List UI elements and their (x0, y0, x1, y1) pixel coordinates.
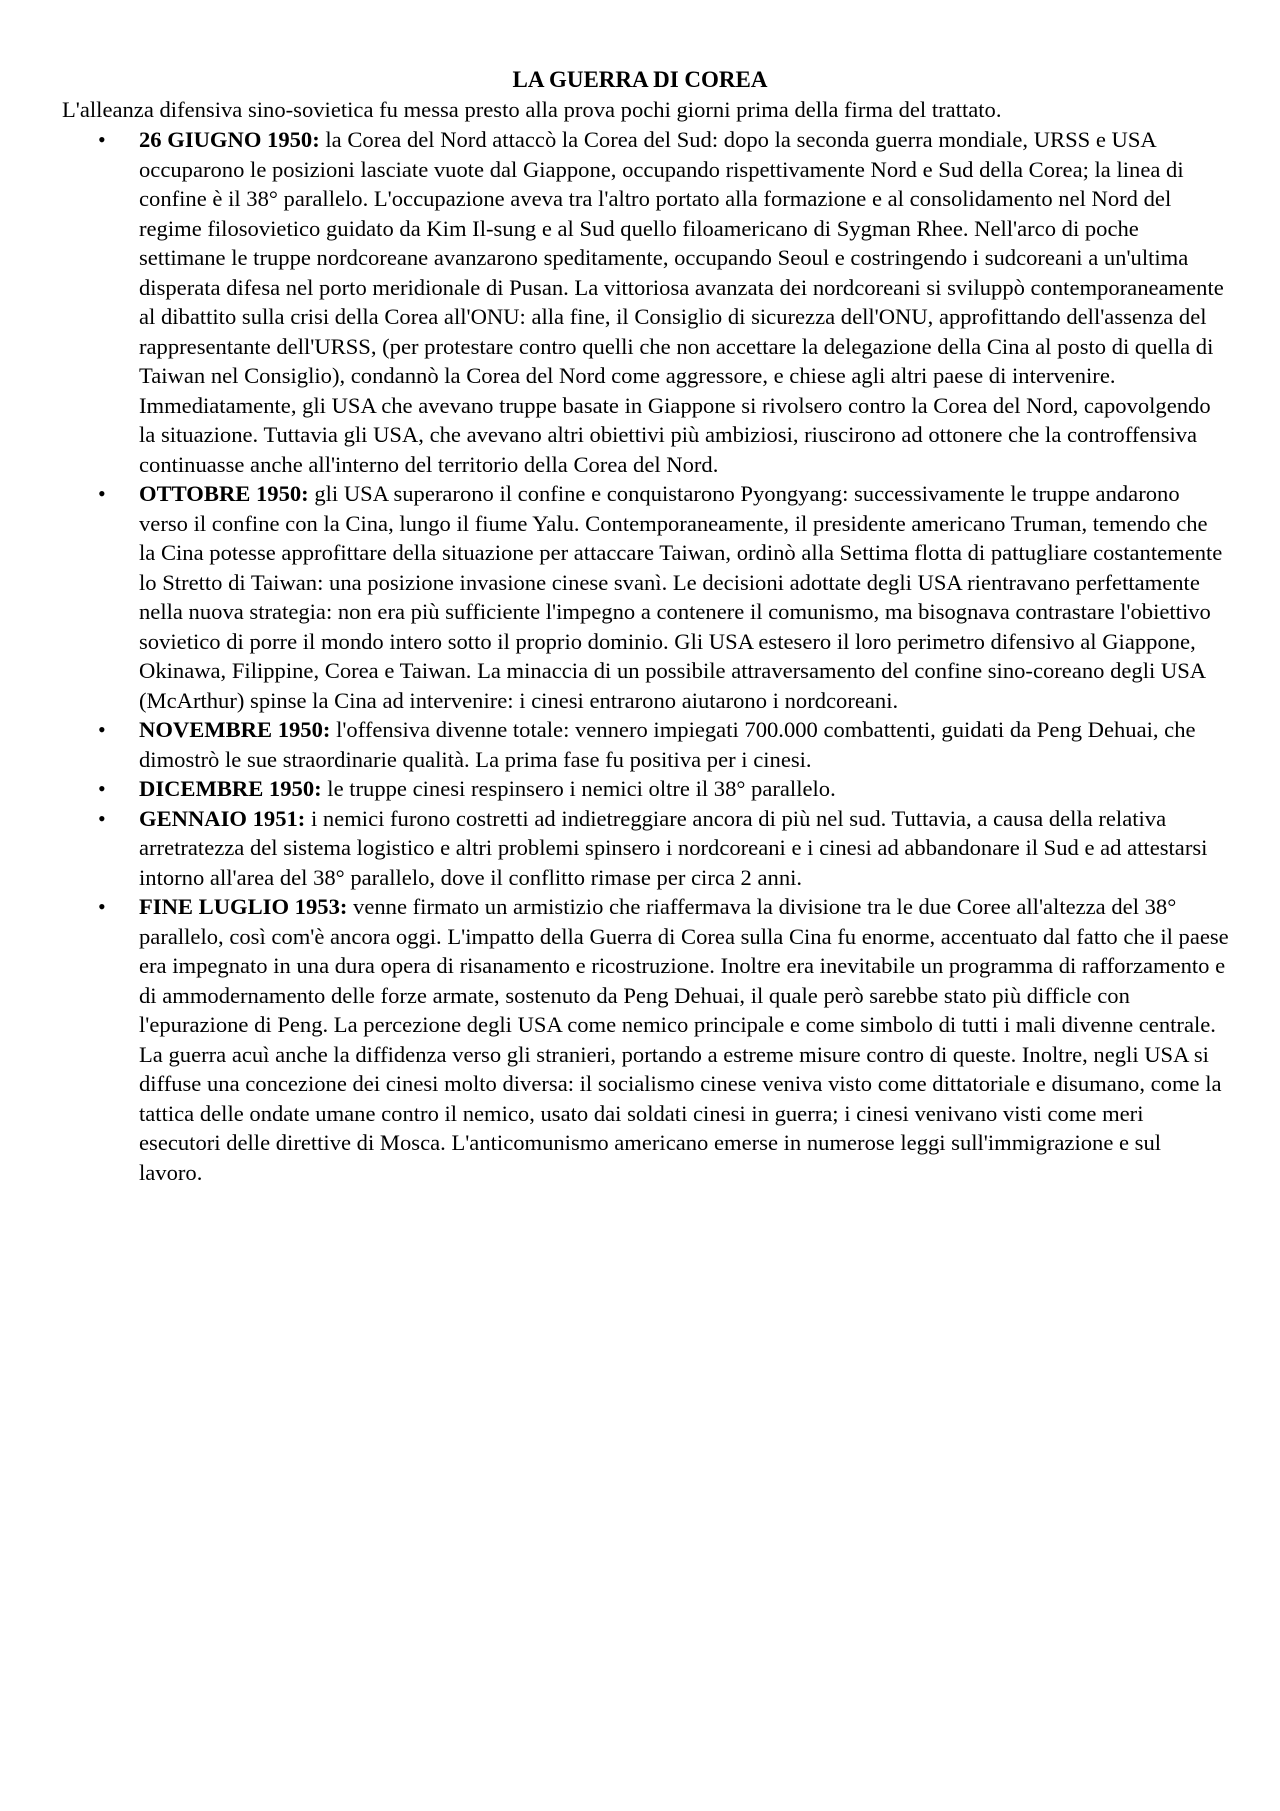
list-item (0, 892, 1229, 1187)
item-date: FINE LUGLIO 1953: (139, 894, 348, 919)
bullet-icon: • (98, 805, 106, 831)
item-text: i nemici furono costretti ad indietreggiare ancora di più nel sud. Tuttavia, a causa della relativa arretratezza del sistema logistico e altri problemi spinsero i nordcoreani e i cinesi ad abbandonare il Sud e ad attestarsi intorno all'area del 38° parallelo, dove il conflitto rimase per circa 2 anni. (139, 805, 1208, 890)
item-date: GENNAIO 1951: (139, 805, 306, 831)
timeline-list (0, 125, 1229, 1187)
bullet-icon: • (98, 717, 106, 742)
item-date: DICEMBRE 1950: (139, 776, 322, 801)
item-text: le truppe cinesi respinsero i nemici oltre il 38° parallelo. (321, 776, 836, 801)
list-item (0, 715, 1229, 774)
item-text: la Corea del Nord attaccò la Corea del Sud: dopo la seconda guerra mondiale, URSS e USA occuparono le posizioni lasciate vuote dal Giappone, occupando rispettivamente Nord e Sud della Corea; la linea di confine è il 38° parallelo. L'occupazione aveva tra l'altro portato alla formazione e al consolidamento nel Nord del regime filosovietico guidato da Kim Il-sung e al Sud quello filoamericano di Sygman Rhee. Nell'arco di poche settimane le truppe nordcoreane avanzarono speditamente, occupando Seoul e costringendo i sudcoreani a un'ultima disperata difesa nel porto meridionale di Pusan. La vittoriosa avanzata dei nordcoreani si sviluppò contemporaneamente al dibattito sulla crisi della Corea all'ONU: alla fine, il Consiglio di sicurezza dell'ONU, approfittando dell'assenza del rappresentante dell'URSS, (per protestare contro quelli che non accettare la delegazione della Cina al posto di quella di Taiwan nel Consiglio), condannò la Corea del Nord come aggressore, e chiese agli altri paese di intervenire. Immediatamente, gli USA che avevano truppe basate in Giappone si rivolsero contro la Corea del Nord, capovolgendo la situazione. Tuttavia gli USA, che avevano altri obiettivi più ambiziosi, riuscirono ad ottonere che la controffensiva continuasse anche all'interno del territorio della Corea del Nord. (139, 127, 1224, 477)
list-item (0, 804, 1229, 893)
item-text: l'offensiva divenne totale: vennero impiegati 700.000 combattenti, guidati da Peng Dehuai, che dimostrò le sue straordinarie qualità. La prima fase fu positiva per i cinesi. (139, 717, 1196, 772)
item-date: 26 GIUGNO 1950: (139, 127, 320, 152)
item-date: NOVEMBRE 1950: (139, 717, 331, 742)
intro-paragraph: L'alleanza difensiva sino-sovietica fu messa presto alla prova pochi giorni prima della firma del trattato. (62, 97, 1002, 122)
bullet-icon: • (98, 776, 106, 801)
bullet-icon: • (98, 481, 106, 506)
item-text: gli USA superarono il confine e conquistarono Pyongyang: successivamente le truppe andarono verso il confine con la Cina, lungo il fiume Yalu. Contemporaneamente, il presidente americano Truman, temendo che la Cina potesse approfittare della situazione per attaccare Taiwan, ordinò alla Settima flotta di pattugliare costantemente lo Stretto di Taiwan: una posizione invasione cinese svanì. Le decisioni adottate degli USA rientravano perfettamente nella nuova strategia: non era più sufficiente l'impegno a contenere il comunismo, ma bisognava contrastare l'obiettivo sovietico di porre il mondo intero sotto il proprio dominio. Gli USA estesero il loro perimetro difensivo al Giappone, Okinawa, Filippine, Corea e Taiwan. La minaccia di un possibile attraversamento del confine sino-coreano degli USA (McArthur) spinse la Cina ad intervenire: i cinesi entrarono aiutarono i nordcoreani. (139, 481, 1223, 713)
document-title: LA GUERRA DI COREA (512, 67, 768, 92)
bullet-icon: • (98, 127, 106, 152)
list-item (0, 479, 1229, 715)
bullet-icon: • (98, 894, 106, 919)
list-item (0, 125, 1229, 479)
item-text: venne firmato un armistizio che riaffermava la divisione tra le due Coree all'altezza del 38° parallelo, così com'è ancora oggi. L'impatto della Guerra di Corea sulla Cina fu enorme, accentuato dal fatto che il paese era impegnato in una dura opera di risanamento e ricostruzione. Inoltre era inevitabile un programma di rafforzamento e di ammodernamento delle forze armate, sostenuto da Peng Dehuai, il quale però sarebbe stato più difficle con l'epurazione di Peng. La percezione degli USA come nemico principale e come simbolo di tutti i mali divenne centrale. La guerra acuì anche la diffidenza verso gli stranieri, portando a estreme misure contro di queste. Inoltre, negli USA si diffuse una concezione dei cinesi molto diversa: il socialismo cinese veniva visto come dittatoriale e disumano, come la tattica delle ondate umane contro il nemico, usato dai soldati cinesi in guerra; i cinesi venivano visti come meri esecutori delle direttive di Mosca. L'anticomunismo americano emerse in numerose leggi sull'immigrazione e sul lavoro. (139, 894, 1229, 1185)
item-date: OTTOBRE 1950: (139, 481, 309, 506)
list-item (0, 774, 1229, 804)
